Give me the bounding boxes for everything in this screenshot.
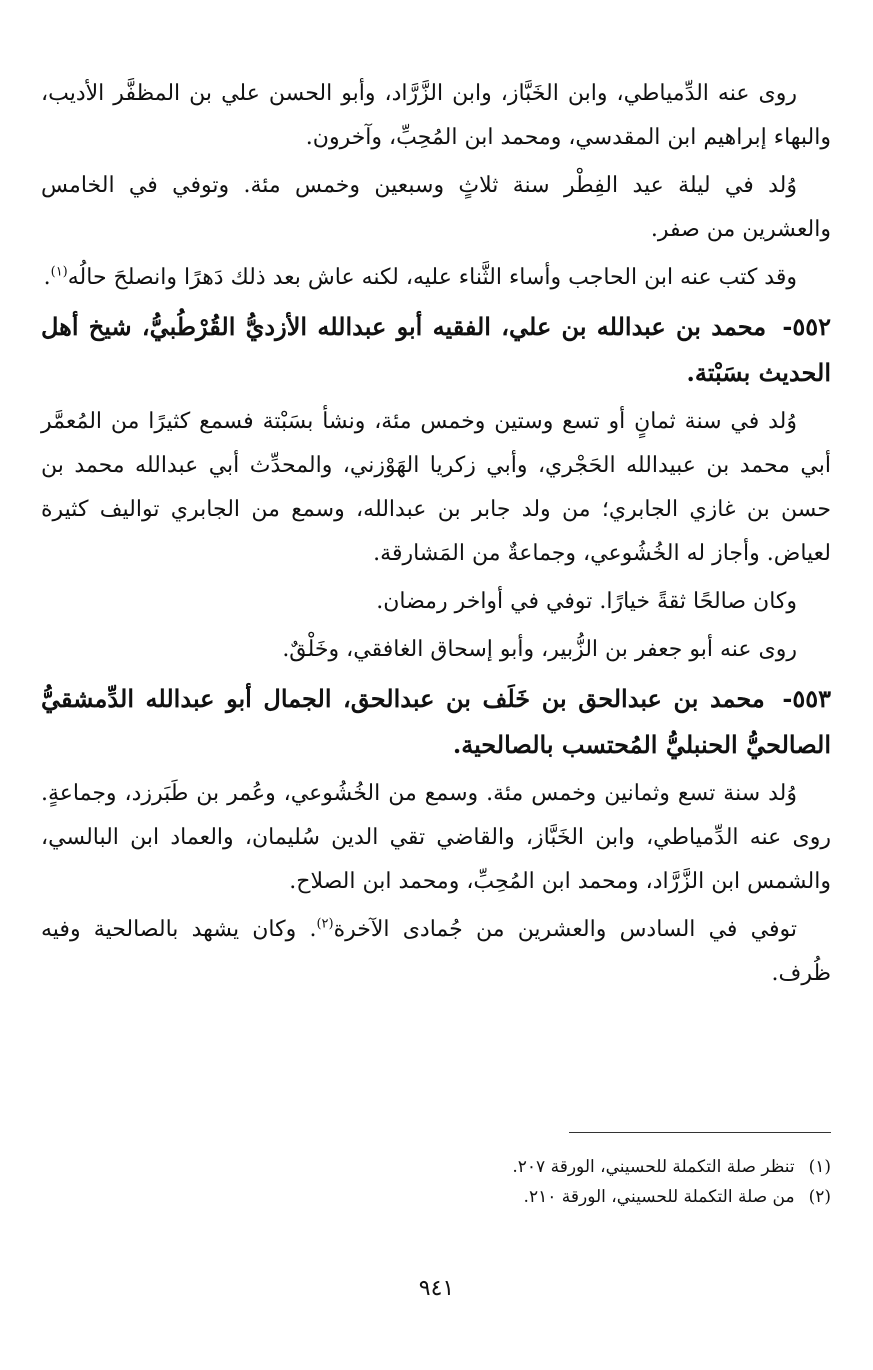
entry-552-heading [41, 304, 831, 396]
entry-553-number: ٥٥٣- [782, 684, 831, 713]
footnotes [41, 1152, 831, 1212]
intro-paragraph-2: وُلد في ليلة عيد الفِطْر سنة ثلاثٍ وسبعين وخمس مئة. وتوفي في الخامس والعشرين من صفر. [41, 173, 831, 242]
footnote-2 [41, 1182, 831, 1212]
entry-552-paragraph-3: روى عنه أبو جعفر بن الزُّبير، وأبو إسحاق الغافقي، وخَلْقٌ. [282, 637, 797, 662]
entry-552-number: ٥٥٢- [782, 312, 831, 341]
entry-553-heading [41, 676, 831, 768]
entry-552-paragraph-1: وُلد في سنة ثمانٍ أو تسع وستين وخمس مئة، ونشأ بسَبْتة فسمع كثيرًا من المُعمَّر أبي محمد بن عبيدالله الحَجْري، وأبي زكريا الهَوْزني، والمحدِّث أبي عبدالله محمد بن حسن بن غازي الجابري؛ من ولد جابر بن عبدالله، وسمع من الجابري تواليف كثيرة لعياض. وأجاز له الخُشُوعي، وجماعةٌ من المَشارقة. [41, 409, 831, 566]
page-number: ٩٤١ [418, 1276, 455, 1301]
footnote-divider [569, 1132, 831, 1133]
intro-paragraph-3-text: وقد كتب عنه ابن الحاجب وأساء الثَّناء عليه، لكنه عاش بعد ذلك دَهرًا وانصلحَ حالُه [67, 265, 797, 290]
entry-552-title: محمد بن عبدالله بن علي، الفقيه أبو عبدالله الأزديُّ القُرْطُبيُّ، شيخ أهل الحديث بسَبْتة. [41, 312, 831, 387]
intro-paragraph-1: روى عنه الدِّمياطي، وابن الخَبَّاز، وابن الزَّرَّاد، وأبو الحسن علي بن المظفَّر الأديب، والبهاء إبراهيم ابن المقدسي، ومحمد ابن المُحِبِّ، وآخرون. [41, 81, 831, 150]
intro-paragraph-3-end: . [43, 265, 51, 290]
entry-553-title: محمد بن عبدالحق بن خَلَف بن عبدالحق، الجمال أبو عبدالله الدِّمشقيُّ الصالحيُّ الحنبليُّ المُحتسب بالصالحية. [41, 684, 831, 759]
footnote-1 [41, 1152, 831, 1182]
entry-553-paragraph-2 [41, 908, 831, 996]
intro-paragraph-3 [41, 256, 831, 300]
footnote-ref-1[interactable]: (١) [50, 264, 68, 280]
page-body [41, 72, 831, 1000]
footnote-1-number: (١) [808, 1157, 831, 1177]
footnote-2-text: من صلة التكملة للحسيني، الورقة ٢١٠. [523, 1187, 795, 1207]
entry-552-paragraph-2: وكان صالحًا ثقةً خيارًا. توفي في أواخر رمضان. [376, 589, 797, 614]
footnote-2-number: (٢) [808, 1187, 831, 1207]
footnote-ref-2[interactable]: (٢) [316, 916, 334, 932]
entry-553-paragraph-2-end: . وكان يشهد بالصالحية وفيه ظُرف. [41, 917, 831, 986]
entry-553-paragraph-2-text: توفي في السادس والعشرين من جُمادى الآخرة [333, 917, 797, 942]
entry-553-paragraph-1: وُلد سنة تسع وثمانين وخمس مئة. وسمع من الخُشُوعي، وعُمر بن طَبَرزد، وجماعةٍ. روى عنه الدِّمياطي، وابن الخَبَّاز، والقاضي تقي الدين سُليمان، والعماد ابن البالسي، والشمس ابن الزَّرَّاد، ومحمد ابن المُحِبِّ، ومحمد ابن الصلاح. [41, 781, 831, 894]
footnote-1-text: تنظر صلة التكملة للحسيني، الورقة ٢٠٧. [512, 1157, 795, 1177]
